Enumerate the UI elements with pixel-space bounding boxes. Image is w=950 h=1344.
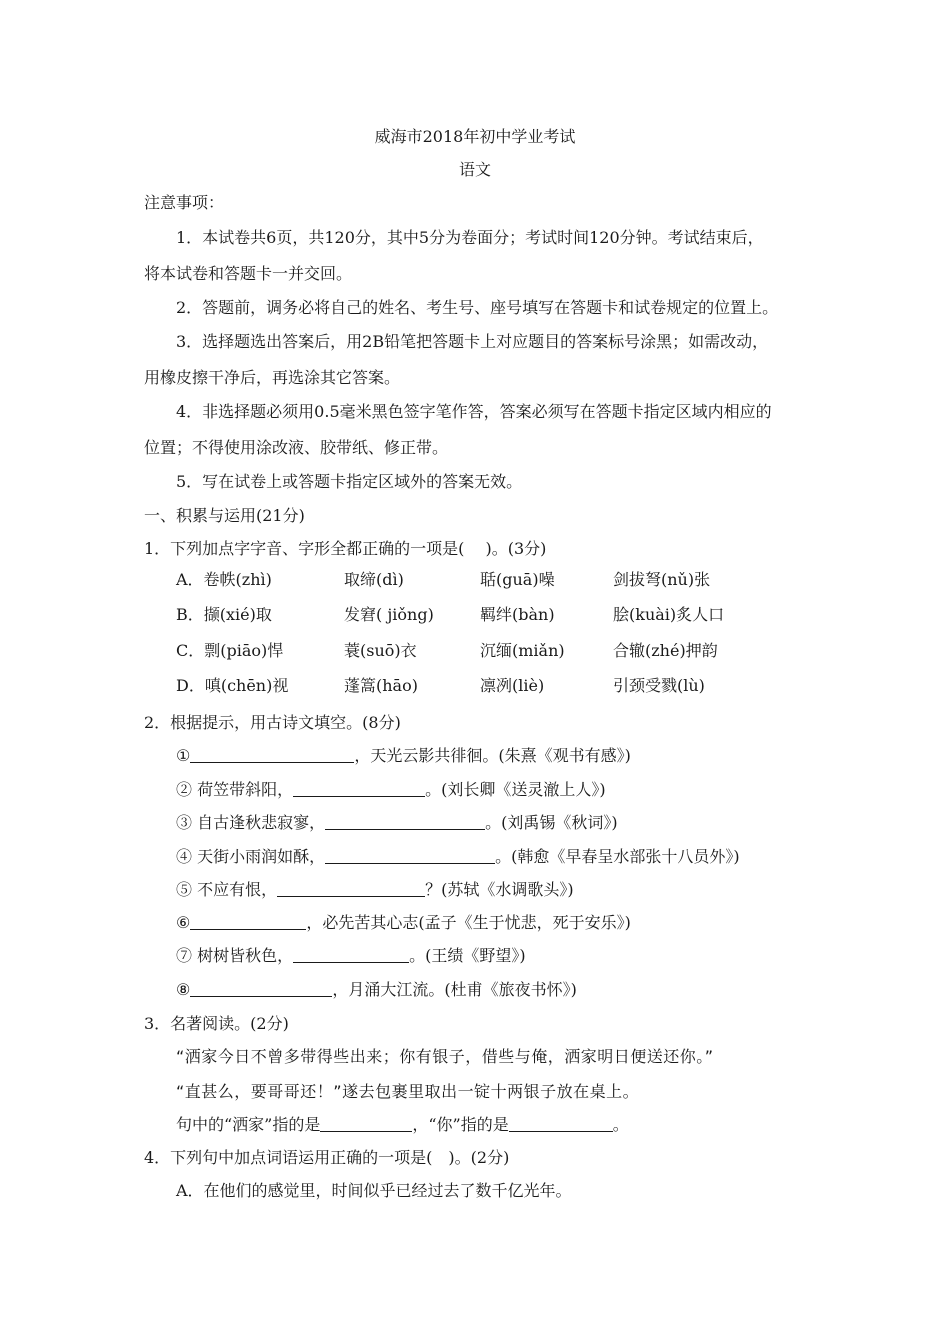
- option-text: 蓑(suō)衣: [344, 641, 417, 660]
- answer-blank[interactable]: [190, 913, 306, 930]
- fill-suffix: ，月涌大江流。(杜甫《旅夜书怀》): [332, 980, 577, 999]
- exam-subject: 语文: [458, 160, 491, 179]
- notice-line: 4．非选择题必须用0.5毫米黑色签字笔作答，答案必须写在答题卡指定区域内相应的: [176, 402, 772, 421]
- option-text: 沉缅(miǎn): [480, 641, 565, 660]
- fill-suffix: ，天光云影共徘徊。(朱熹《观书有感》): [354, 746, 631, 765]
- fill-line: [176, 813, 618, 833]
- option-text: 羁绊(bàn): [480, 605, 555, 624]
- notice-line: 位置；不得使用涂改液、胶带纸、修正带。: [144, 438, 449, 457]
- answer-blank[interactable]: [277, 880, 425, 897]
- option-text: 脍(kuài)炙人口: [613, 605, 725, 624]
- section-title: 一、积累与运用(21分): [144, 506, 305, 525]
- option-text: 发窘( jiǒng): [344, 605, 434, 624]
- fill-line: [176, 1115, 629, 1135]
- fill-line: [176, 780, 606, 800]
- fill-suffix: 。(刘长卿《送灵澈上人》): [425, 780, 606, 799]
- answer-blank[interactable]: [293, 780, 425, 797]
- option-text: 取缔(dì): [344, 570, 404, 589]
- fill-line: [176, 746, 631, 766]
- notice-line: 2．答题前，调务必将自己的姓名、考生号、座号填写在答题卡和试卷规定的位置上。: [176, 298, 779, 317]
- fill-prefix: ⑦ 树树皆秋色，: [176, 946, 294, 965]
- fill-line: [176, 847, 740, 867]
- fill-middle: ，“你”指的是: [412, 1115, 509, 1134]
- fill-prefix: ② 荷笠带斜阳，: [176, 780, 294, 799]
- answer-blank[interactable]: [509, 1115, 613, 1132]
- answer-blank[interactable]: [190, 746, 354, 763]
- option-text: 合辙(zhé)押韵: [613, 641, 718, 660]
- option-text: C．剽(piāo)悍: [176, 641, 284, 660]
- fill-prefix: ④ 天街小雨润如酥，: [176, 847, 326, 866]
- notice-line: 1．本试卷共6页，共120分，其中5分为卷面分；考试时间120分钟。考试结束后，: [176, 228, 764, 247]
- fill-line: [176, 946, 526, 966]
- novel-quote: “洒家今日不曾多带得些出来；你有银子，借些与俺，洒家明日便送还你。”: [176, 1047, 714, 1066]
- option-text: D．嗔(chēn)视: [176, 676, 289, 695]
- fill-suffix: 。(刘禹锡《秋词》): [485, 813, 618, 832]
- novel-quote: “直甚么，要哥哥还！”遂去包裹里取出一锭十两银子放在桌上。: [176, 1082, 640, 1101]
- fill-suffix: 。: [612, 1115, 629, 1134]
- option-text: 蓬篙(hāo): [344, 676, 418, 695]
- option-text: 剑拔弩(nǔ)张: [613, 570, 711, 589]
- fill-suffix: ？(苏轼《水调歌头》): [425, 880, 574, 899]
- notice-line: 5．写在试卷上或答题卡指定区域外的答案无效。: [176, 472, 523, 491]
- exam-title: 威海市2018年初中学业考试: [374, 127, 576, 146]
- fill-line: [176, 980, 577, 1000]
- fill-prefix: ⑥: [176, 913, 191, 932]
- notice-heading: 注意事项：: [144, 193, 225, 212]
- answer-blank[interactable]: [325, 847, 495, 864]
- fill-prefix: ⑤ 不应有恨，: [176, 880, 278, 899]
- option-text: A．在他们的感觉里，时间似乎已经过去了数千亿光年。: [176, 1181, 572, 1200]
- fill-prefix: 句中的“洒家”指的是: [176, 1115, 321, 1134]
- fill-suffix: 。(韩愈《早春呈水部张十八员外》): [495, 847, 740, 866]
- answer-blank[interactable]: [293, 946, 409, 963]
- fill-prefix: ⑧: [176, 980, 191, 999]
- notice-line: 3．选择题选出答案后，用2B铅笔把答题卡上对应题目的答案标号涂黑；如需改动，: [176, 332, 769, 351]
- fill-prefix: ①: [176, 746, 191, 765]
- fill-line: [176, 880, 574, 900]
- option-text: 聒(guā)噪: [480, 570, 555, 589]
- notice-line: 用橡皮擦干净后，再选涂其它答案。: [144, 368, 401, 387]
- answer-blank[interactable]: [190, 980, 332, 997]
- answer-blank[interactable]: [325, 813, 485, 830]
- question-1-stem: 1．下列加点字字音、字形全都正确的一项是( )。(3分): [144, 539, 547, 558]
- option-text: A．卷帙(zhì): [176, 570, 272, 589]
- answer-blank[interactable]: [320, 1115, 412, 1132]
- question-3-stem: 3．名著阅读。(2分): [144, 1014, 289, 1033]
- question-2-stem: 2．根据提示，用古诗文填空。(8分): [144, 713, 401, 732]
- notice-line: 将本试卷和答题卡一并交回。: [144, 264, 353, 283]
- fill-line: [176, 913, 631, 933]
- fill-prefix: ③ 自古逢秋悲寂寥，: [176, 813, 326, 832]
- fill-suffix: ，必先苦其心志(孟子《生于忧悲，死于安乐》): [306, 913, 631, 932]
- question-4-stem: 4．下列句中加点词语运用正确的一项是( )。(2分): [144, 1148, 510, 1167]
- fill-suffix: 。(王绩《野望》): [409, 946, 526, 965]
- option-text: B．撷(xié)取: [176, 605, 272, 624]
- option-text: 引颈受戮(lù): [613, 676, 705, 695]
- option-text: 凛冽(liè): [480, 676, 545, 695]
